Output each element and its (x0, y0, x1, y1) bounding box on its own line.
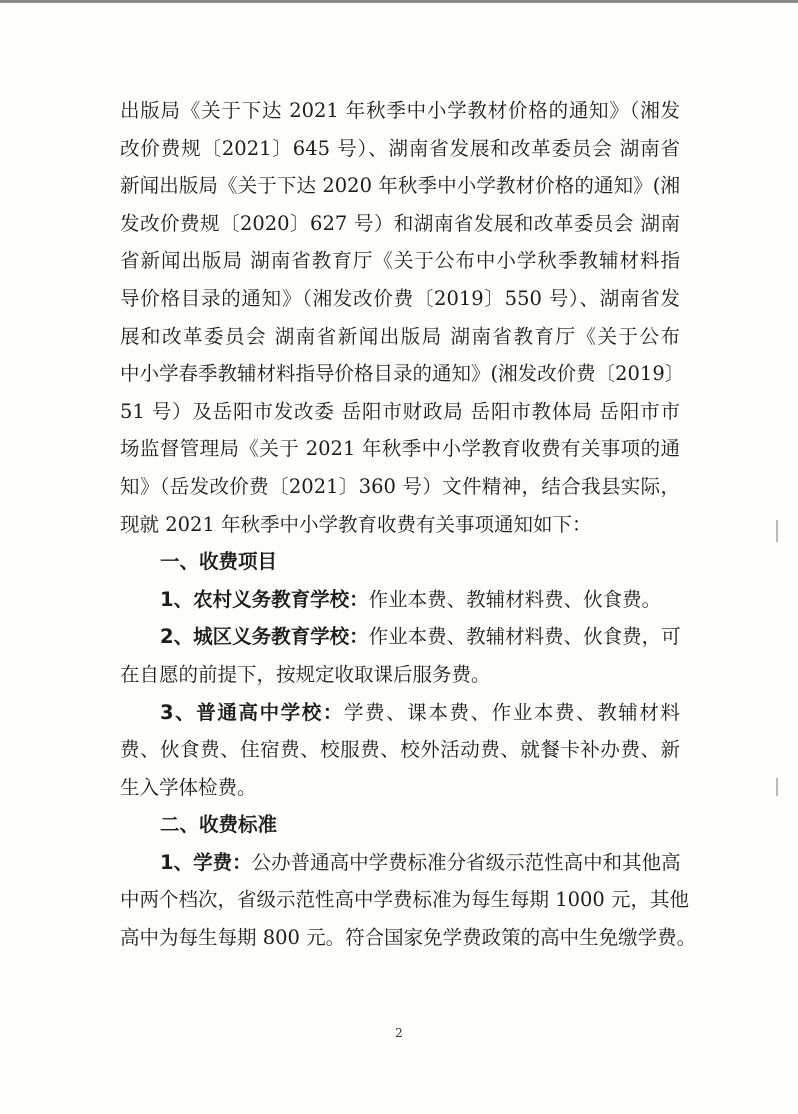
section-heading-fee-items: 一、收费项目 (160, 550, 278, 574)
body-line: 51 号）及岳阳市发改委 岳阳市财政局 岳阳市教体局 岳阳市市 (120, 399, 680, 423)
item-lead: 1、学费： (160, 850, 252, 874)
fee-item-high-school (120, 694, 680, 732)
item-lead: 2、城区义务教育学校： (160, 625, 369, 649)
section-heading-fee-standards: 二、收费标准 (160, 813, 278, 837)
item-lead: 1、农村义务教育学校： (160, 587, 369, 611)
body-line: 展和改革委员会 湖南省新闻出版局 湖南省教育厅《关于公布 (120, 324, 680, 348)
body-line: 高中为每生每期 800 元。符合国家免学费政策的高中生免缴学费。 (120, 926, 697, 950)
body-line: 生入学体检费。 (120, 775, 257, 799)
fee-item-urban-compulsory (120, 618, 680, 656)
body-line: 知》（岳发改价费〔2021〕360 号）文件精神，结合我县实际， (120, 474, 680, 498)
item-text: 作业本费、教辅材料费、伙食费，可 (368, 625, 681, 649)
scan-mark (776, 778, 778, 796)
body-line: 新闻出版局《关于下达 2020 年秋季中小学教材价格的通知》(湘 (120, 174, 680, 198)
body-line: 现就 2021 年秋季中小学教育收费有关事项通知如下： (120, 512, 592, 536)
body-line: 中两个档次，省级示范性高中学费标准为每生每期 1000 元，其他 (120, 888, 690, 912)
body-line: 中小学春季教辅材料指导价格目录的通知》(湘发改价费〔2019〕 (120, 362, 685, 386)
document-body (120, 92, 697, 957)
body-line: 场监督管理局《关于 2021 年秋季中小学教育收费有关事项的通 (120, 437, 680, 461)
body-line: 出版局《关于下达 2021 年秋季中小学教材价格的通知》（湘发 (120, 99, 680, 122)
item-text: 公办普通高中学费标准分省级示范性高中和其他高 (251, 850, 681, 874)
fee-standard-tuition (120, 844, 680, 882)
page-top-edge (0, 0, 798, 3)
body-line: 改价费规〔2021〕645 号）、湖南省发展和改革委员会 湖南省 (120, 136, 680, 160)
item-text: 作业本费、教辅材料费、伙食费。 (368, 587, 662, 611)
scan-mark (776, 520, 778, 542)
body-line: 导价格目录的通知》（湘发改价费〔2019〕550 号）、湖南省发 (120, 286, 680, 310)
page-number: 2 (395, 1026, 403, 1040)
body-line: 发改价费规〔2020〕627 号）和湖南省发展和改革委员会 湖南 (120, 211, 680, 235)
body-line: 在自愿的前提下，按规定收取课后服务费。 (120, 662, 491, 686)
fee-item-rural-compulsory (120, 581, 680, 619)
body-line: 省新闻出版局 湖南省教育厅《关于公布中小学秋季教辅材料指 (120, 249, 680, 273)
item-lead: 3、普通高中学校： (160, 700, 344, 724)
item-text: 学费、课本费、作业本费、教辅材料 (343, 700, 680, 724)
body-line: 费、伙食费、住宿费、校服费、校外活动费、就餐卡补办费、新 (120, 738, 680, 762)
